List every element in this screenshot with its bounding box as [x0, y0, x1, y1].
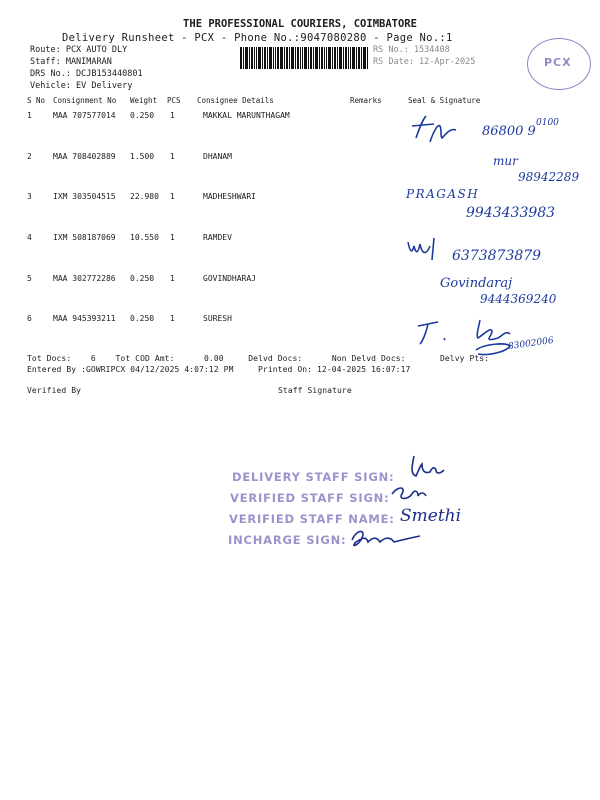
incharge-sign-label: INCHARGE SIGN:: [228, 533, 347, 547]
row-pcs: 1: [170, 233, 175, 242]
verified-by-label: Verified By: [27, 386, 82, 395]
entered-by: Entered By :GOWRIPCX 04/12/2025 4:07:12 PM: [27, 365, 234, 374]
col-header-consignment: Consignment No: [53, 96, 117, 105]
row-sno: 4: [27, 233, 32, 242]
row-pcs: 1: [170, 152, 175, 161]
row-weight: 1.500: [130, 152, 155, 161]
handwritten-phone-6: 83002006: [507, 335, 555, 353]
handwritten-name-3: PRAGASH: [406, 187, 480, 201]
barcode: [240, 47, 368, 69]
row-sno: 5: [27, 274, 32, 283]
col-header-seal-signature: Seal & Signature: [408, 96, 481, 105]
verified-staff-name-handwritten: Smethi: [400, 506, 462, 526]
row-sno: 6: [27, 314, 32, 323]
row-weight: 0.250: [130, 111, 155, 120]
row-pcs: 1: [170, 274, 175, 283]
row-consignment-no: IXM 508187069: [53, 233, 116, 242]
staff-signature-label: Staff Signature: [278, 386, 352, 395]
row-consignment-no: IXM 303504515: [53, 192, 116, 201]
row-consignment-no: MAA 707577014: [53, 111, 116, 120]
totals-line: Tot Docs: 6 Tot COD Amt: 0.00 Delvd Docs: Non Delvd Docs: Delvy Pts:: [27, 354, 490, 363]
runsheet-subtitle: Delivery Runsheet - PCX - Phone No.:9047080280 - Page No.:1: [62, 32, 453, 44]
handwritten-phone-1: 86800 9: [482, 124, 536, 139]
handwritten-phone-4: 6373873879: [452, 248, 542, 264]
col-header-sno: S No: [27, 96, 46, 105]
incharge-signature: [346, 522, 426, 552]
document-title: THE PROFESSIONAL COURIERS, COIMBATORE: [183, 18, 417, 30]
row-weight: 0.250: [130, 274, 155, 283]
verified-staff-sign-label: VERIFIED STAFF SIGN:: [230, 491, 390, 505]
handwritten-name-2: mur: [493, 154, 518, 168]
row-consignment-no: MAA 945393211: [53, 314, 116, 323]
signature-row-4: [404, 232, 440, 262]
rs-number: RS No.: 1534408: [373, 45, 450, 55]
row-pcs: 1: [170, 314, 175, 323]
verified-staff-name-label: VERIFIED STAFF NAME:: [229, 512, 395, 526]
row-consignment-no: MAA 708402889: [53, 152, 116, 161]
drs-number: DRS No.: DCJB153440801: [30, 69, 143, 79]
handwritten-phone-3: 9943433983: [466, 205, 556, 221]
row-sno: 2: [27, 152, 32, 161]
vehicle-label: Vehicle: EV Delivery: [30, 81, 133, 91]
row-consignee: GOVINDHARAJ: [203, 274, 256, 283]
row-consignment-no: MAA 302772286: [53, 274, 116, 283]
row-consignee: RAMDEV: [203, 233, 232, 242]
pcx-stamp-text: PCX: [544, 56, 572, 69]
row-weight: 10.550: [130, 233, 159, 242]
col-header-pcs: PCS: [167, 96, 181, 105]
row-sno: 1: [27, 111, 32, 120]
col-header-remarks: Remarks: [350, 96, 382, 105]
row-consignee: MAKKAL MARUNTHAGAM: [203, 111, 290, 120]
col-header-consignee: Consignee Details: [197, 96, 274, 105]
handwritten-phone-1-sup: 0100: [536, 118, 559, 128]
handwritten-name-5: Govindaraj: [440, 276, 513, 291]
signature-row-1: [410, 112, 470, 148]
delivery-staff-sign-label: DELIVERY STAFF SIGN:: [232, 470, 395, 484]
handwritten-phone-5: 9444369240: [480, 292, 557, 306]
printed-on: Printed On: 12-04-2025 16:07:17: [258, 365, 411, 374]
row-weight: 0.250: [130, 314, 155, 323]
row-consignee: SURESH: [203, 314, 232, 323]
handwritten-phone-2: 98942289: [518, 170, 580, 184]
row-pcs: 1: [170, 111, 175, 120]
col-header-weight: Weight: [130, 96, 158, 105]
rs-date: RS Date: 12-Apr-2025: [373, 57, 476, 67]
staff-label: Staff: MANIMARAN: [30, 57, 112, 67]
row-pcs: 1: [170, 192, 175, 201]
row-consignee: DHANAM: [203, 152, 232, 161]
row-sno: 3: [27, 192, 32, 201]
row-weight: 22.980: [130, 192, 159, 201]
route-label: Route: PCX AUTO DLY: [30, 45, 128, 55]
row-consignee: MADHESHWARI: [203, 192, 256, 201]
verified-staff-signature: [388, 482, 438, 506]
